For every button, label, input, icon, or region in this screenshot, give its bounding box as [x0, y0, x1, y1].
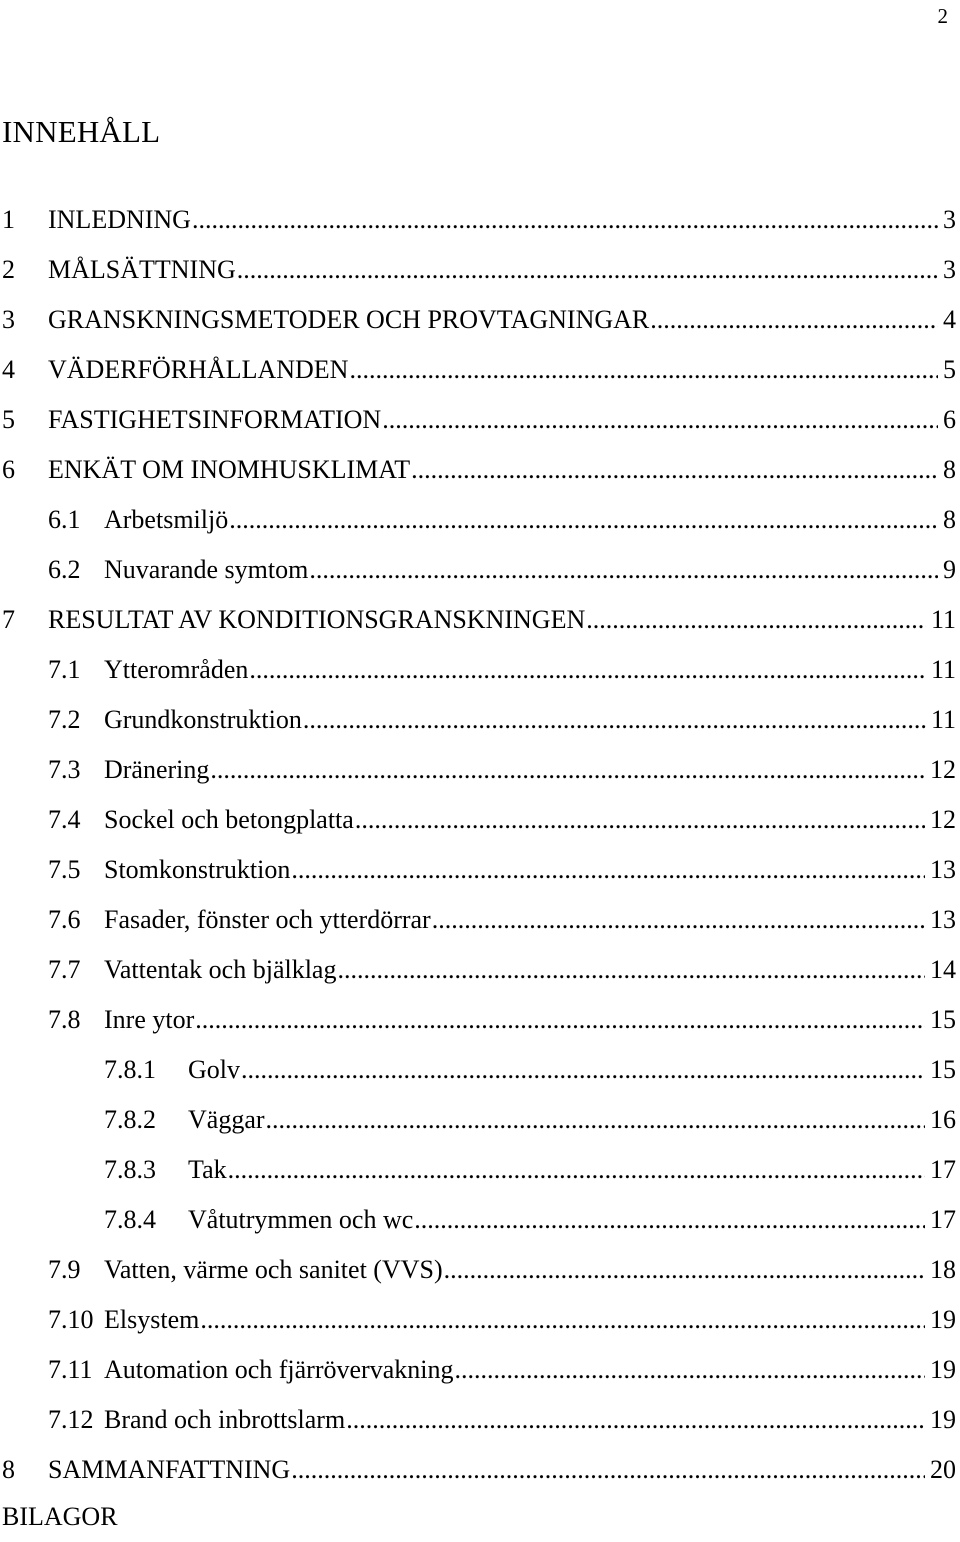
toc-entry-number: 7.8.2 — [104, 1105, 156, 1134]
toc-entry-page: 11 — [930, 705, 956, 734]
toc-entry-page: 13 — [930, 855, 956, 884]
toc-entry-label: Elsystem — [104, 1305, 200, 1334]
toc-entry-label: FASTIGHETSINFORMATION — [48, 405, 382, 434]
toc-entry-page: 19 — [930, 1355, 956, 1384]
toc-entry[interactable] — [0, 245, 960, 295]
toc-dot-leader — [241, 1045, 925, 1095]
toc-entry-label: Stomkonstruktion — [104, 855, 291, 884]
toc-dot-leader — [291, 1445, 925, 1495]
toc-entry-label: Tak — [188, 1155, 227, 1184]
toc-entry-label: Fasader, fönster och ytterdörrar — [104, 905, 431, 934]
toc-entry-number: 6.2 — [48, 555, 81, 584]
toc-entry-label: Sockel och betongplatta — [104, 805, 354, 834]
toc-entry-row — [104, 695, 956, 745]
toc-entry[interactable] — [0, 445, 960, 495]
toc-entry-label: Vatten, värme och sanitet (VVS) — [104, 1255, 443, 1284]
toc-entry[interactable] — [0, 495, 960, 545]
toc-dot-leader — [337, 945, 925, 995]
toc-entry-row — [188, 1095, 956, 1145]
toc-entry[interactable] — [0, 895, 960, 945]
toc-dot-leader — [411, 445, 938, 495]
toc-dot-leader — [355, 795, 925, 845]
toc-entry-page: 5 — [943, 355, 956, 384]
toc-entry-page: 16 — [930, 1105, 956, 1134]
toc-entry[interactable] — [0, 1245, 960, 1295]
toc-entry-number: 7.8 — [48, 1005, 81, 1034]
toc-entry-label: Dränering — [104, 755, 210, 784]
toc-dot-leader — [586, 595, 926, 645]
toc-entry-page: 14 — [930, 955, 956, 984]
toc-dot-leader — [303, 695, 926, 745]
toc-entry-row — [104, 995, 956, 1045]
toc-entry-number: 7.3 — [48, 755, 81, 784]
toc-entry-number: 7.11 — [48, 1355, 93, 1384]
toc-entry-number: 7.5 — [48, 855, 81, 884]
toc-entry-label: VÄDERFÖRHÅLLANDEN — [48, 355, 349, 384]
toc-entry-number: 8 — [2, 1455, 15, 1484]
toc-entry-page: 9 — [943, 555, 956, 584]
toc-entry-row — [48, 1445, 956, 1495]
toc-entry-page: 17 — [930, 1155, 956, 1184]
toc-entry-number: 7.12 — [48, 1405, 94, 1434]
toc-entry-number: 7.8.1 — [104, 1055, 156, 1084]
toc-dot-leader — [414, 1195, 925, 1245]
toc-entry-label: Nuvarande symtom — [104, 555, 309, 584]
toc-entry[interactable] — [0, 295, 960, 345]
toc-entry-row — [48, 195, 956, 245]
toc-dot-leader — [210, 745, 925, 795]
toc-entry-label: SAMMANFATTNING — [48, 1455, 291, 1484]
toc-dot-leader — [432, 895, 925, 945]
toc-entry-number: 3 — [2, 305, 15, 334]
toc-entry[interactable] — [0, 1395, 960, 1445]
toc-entry-number: 7.10 — [48, 1305, 94, 1334]
toc-entry-page: 15 — [930, 1005, 956, 1034]
toc-entry-number: 7.7 — [48, 955, 81, 984]
toc-dot-leader — [444, 1245, 925, 1295]
toc-entry-number: 7.8.3 — [104, 1155, 156, 1184]
toc-entry-label: GRANSKNINGSMETODER OCH PROVTAGNINGAR — [48, 305, 650, 334]
toc-entry-row — [188, 1145, 956, 1195]
toc-entry-label: MÅLSÄTTNING — [48, 255, 236, 284]
toc-entry[interactable] — [0, 195, 960, 245]
toc-dot-leader — [309, 545, 938, 595]
toc-entry-page: 6 — [943, 405, 956, 434]
toc-entry-label: Golv — [188, 1055, 240, 1084]
toc-dot-leader — [291, 845, 925, 895]
toc-entry-page: 3 — [943, 255, 956, 284]
toc-entry-label: Grundkonstruktion — [104, 705, 302, 734]
toc-entry-row — [104, 495, 956, 545]
toc-entry[interactable] — [0, 1445, 960, 1495]
toc-entry[interactable] — [0, 995, 960, 1045]
toc-entry-number: 5 — [2, 405, 15, 434]
toc-dot-leader — [229, 495, 938, 545]
toc-entry-number: 7 — [2, 605, 15, 634]
toc-entry-label: INLEDNING — [48, 205, 191, 234]
toc-dot-leader — [200, 1295, 925, 1345]
toc-dot-leader — [346, 1395, 925, 1445]
toc-dot-leader — [349, 345, 938, 395]
toc-entry-label: Våtutrymmen och wc — [188, 1205, 414, 1234]
toc-entry[interactable] — [0, 845, 960, 895]
toc-entry-row — [104, 1295, 956, 1345]
toc-entry[interactable] — [0, 795, 960, 845]
toc-entry-page: 20 — [930, 1455, 956, 1484]
toc-dot-leader — [195, 995, 925, 1045]
toc-entry[interactable] — [0, 1295, 960, 1345]
toc-entry-row — [48, 345, 956, 395]
toc-entry-row — [188, 1195, 956, 1245]
toc-entry-row — [104, 895, 956, 945]
toc-entry-page: 18 — [930, 1255, 956, 1284]
toc-entry-number: 4 — [2, 355, 15, 384]
toc-entry-number: 7.6 — [48, 905, 81, 934]
toc-dot-leader — [237, 245, 938, 295]
toc-entry[interactable] — [0, 595, 960, 645]
toc-entry-row — [104, 645, 956, 695]
toc-entry[interactable] — [0, 1145, 960, 1195]
toc-list — [0, 195, 960, 1495]
toc-entry-row — [104, 745, 956, 795]
toc-entry-page: 12 — [930, 805, 956, 834]
toc-entry-row — [104, 1345, 956, 1395]
toc-entry-page: 19 — [930, 1405, 956, 1434]
toc-entry[interactable] — [0, 645, 960, 695]
toc-entry-number: 7.9 — [48, 1255, 81, 1284]
toc-entry[interactable] — [0, 1345, 960, 1395]
toc-entry-page: 4 — [943, 305, 956, 334]
toc-entry-row — [104, 845, 956, 895]
toc-entry-row — [48, 245, 956, 295]
toc-entry[interactable] — [0, 545, 960, 595]
toc-entry[interactable] — [0, 1095, 960, 1145]
toc-entry-label: Vattentak och bjälklag — [104, 955, 337, 984]
toc-dot-leader — [454, 1345, 925, 1395]
toc-entry-label: RESULTAT AV KONDITIONSGRANSKNINGEN — [48, 605, 586, 634]
toc-entry-page: 15 — [930, 1055, 956, 1084]
toc-entry-row — [48, 595, 956, 645]
toc-entry[interactable] — [0, 945, 960, 995]
toc-dot-leader — [382, 395, 938, 445]
toc-entry[interactable] — [0, 395, 960, 445]
toc-dot-leader — [192, 195, 938, 245]
toc-entry-number: 7.4 — [48, 805, 81, 834]
toc-entry-row — [104, 545, 956, 595]
toc-entry[interactable] — [0, 1195, 960, 1245]
toc-entry[interactable] — [0, 745, 960, 795]
toc-entry-number: 7.2 — [48, 705, 81, 734]
toc-entry-number: 6.1 — [48, 505, 81, 534]
toc-entry-number: 1 — [2, 205, 15, 234]
toc-entry-label: ENKÄT OM INOMHUSKLIMAT — [48, 455, 411, 484]
toc-entry-number: 2 — [2, 255, 15, 284]
toc-entry-page: 13 — [930, 905, 956, 934]
toc-entry-label: Automation och fjärrövervakning — [104, 1355, 454, 1384]
toc-entry-page: 11 — [930, 605, 956, 634]
appendix-label: BILAGOR — [2, 1502, 118, 1531]
toc-entry-page: 17 — [930, 1205, 956, 1234]
toc-entry-row — [188, 1045, 956, 1095]
toc-entry[interactable] — [0, 695, 960, 745]
toc-entry[interactable] — [0, 345, 960, 395]
toc-entry-label: Inre ytor — [104, 1005, 195, 1034]
toc-entry-row — [48, 445, 956, 495]
toc-entry-page: 11 — [930, 655, 956, 684]
toc-entry-row — [48, 295, 956, 345]
toc-entry-number: 7.8.4 — [104, 1205, 156, 1234]
toc-entry-page: 3 — [943, 205, 956, 234]
toc-entry-page: 8 — [943, 455, 956, 484]
toc-entry-page: 12 — [930, 755, 956, 784]
toc-entry-page: 19 — [930, 1305, 956, 1334]
toc-dot-leader — [266, 1095, 925, 1145]
toc-entry-label: Arbetsmiljö — [104, 505, 229, 534]
toc-entry-row — [104, 1395, 956, 1445]
toc-entry-row — [104, 945, 956, 995]
toc-entry-row — [48, 395, 956, 445]
toc-entry-number: 7.1 — [48, 655, 81, 684]
toc-entry-label: Ytterområden — [104, 655, 249, 684]
toc-dot-leader — [228, 1145, 925, 1195]
toc-entry-row — [104, 795, 956, 845]
toc-entry[interactable] — [0, 1045, 960, 1095]
toc-title: INNEHÅLL — [2, 114, 161, 149]
toc-dot-leader — [249, 645, 926, 695]
toc-entry-label: Brand och inbrottslarm — [104, 1405, 346, 1434]
toc-entry-number: 6 — [2, 455, 15, 484]
toc-entry-row — [104, 1245, 956, 1295]
toc-dot-leader — [650, 295, 938, 345]
toc-entry-page: 8 — [943, 505, 956, 534]
toc-entry-label: Väggar — [188, 1105, 265, 1134]
page-number: 2 — [937, 4, 948, 28]
